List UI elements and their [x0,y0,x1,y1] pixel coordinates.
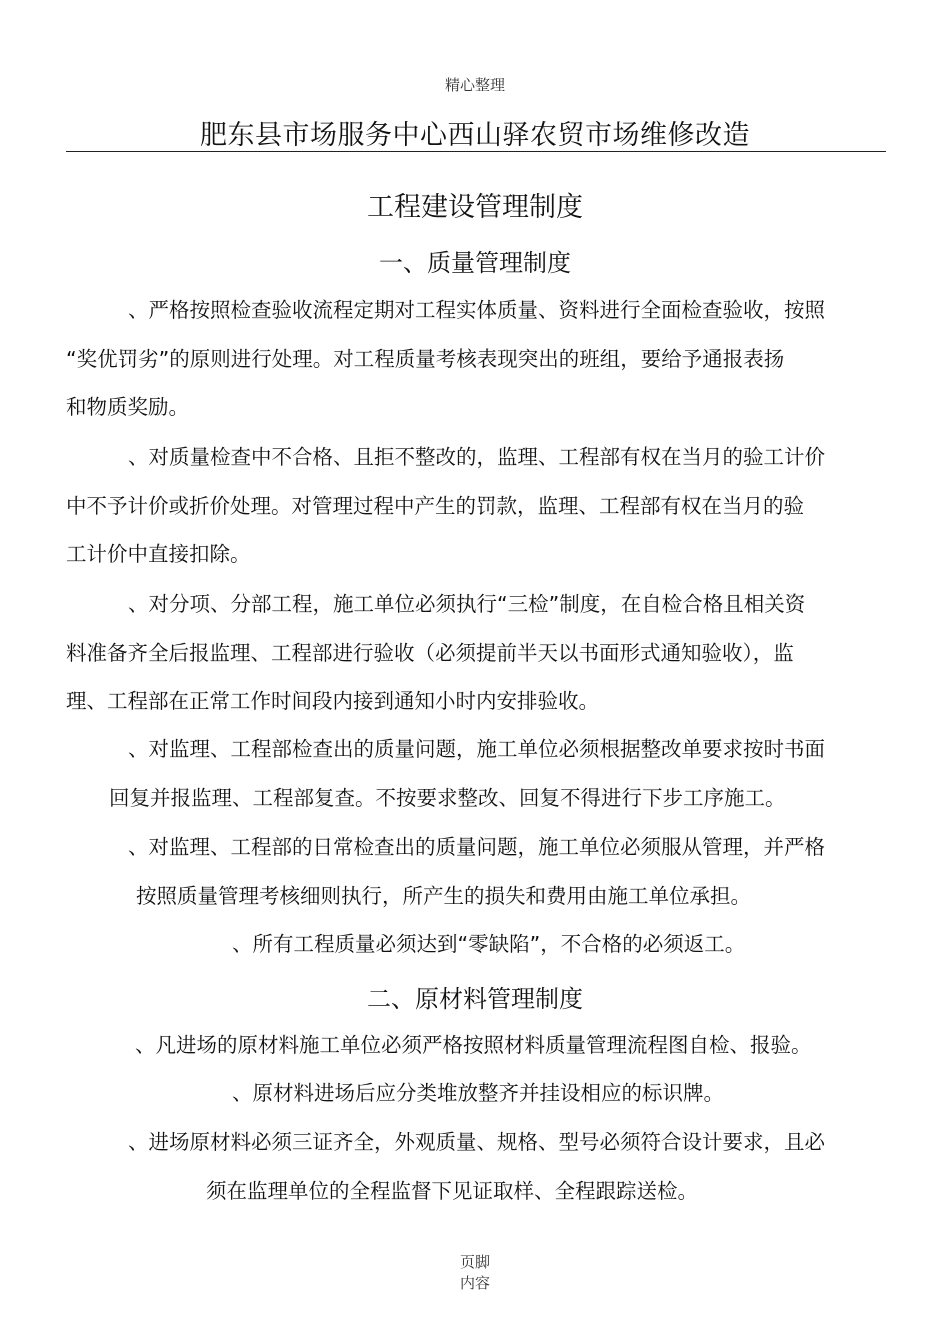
main-heading: 工程建设管理制度 [367,192,583,223]
paragraph-line: “奖优罚劣”的原则进行处理。对工程质量考核表现突出的班组，要给予通报表扬 [66,346,785,371]
paragraph-line: 须在监理单位的全程监督下见证取样、全程跟踪送检。 [206,1178,698,1203]
paragraph [128,1118,825,1215]
paragraph [128,823,825,920]
paragraph-line: 、严格按照检查验收流程定期对工程实体质量、资料进行全面检查验收，按照 [128,298,825,322]
paragraph-line: 回复并报监理、工程部复查。不按要求整改、回复不得进行下步工序施工。 [109,785,786,810]
paragraph-line: 、原材料进场后应分类堆放整齐并挂设相应的标识牌。 [232,1081,724,1105]
paragraph-line: 中不予计价或折价处理。对管理过程中产生的罚款，监理、工程部有权在当月的验 [66,493,804,518]
page-footer [0,1252,950,1294]
paragraph [135,1021,812,1070]
paragraph [66,433,825,579]
paragraph [66,580,805,726]
paragraph [109,725,825,822]
paragraph [66,286,825,432]
paragraph-line: 、凡进场的原材料施工单位必须严格按照材料质量管理流程图自检、报验。 [135,1033,812,1057]
header-note: 精心整理 [444,76,505,94]
paragraph-line: 和物质奖励。 [66,395,189,419]
section-heading-materials: 二、原材料管理制度 [367,985,583,1013]
paragraph-line: 、进场原材料必须三证齐全，外观质量、规格、型号必须符合设计要求，且必 [128,1130,825,1154]
document-title: 肥东县市场服务中心西山驿农贸市场维修改造 [200,120,750,151]
paragraph-line: 按照质量管理考核细则执行，所产生的损失和费用由施工单位承担。 [136,883,751,908]
footer-line: 内容 [459,1274,490,1292]
paragraph [232,920,745,969]
header-divider [66,151,886,152]
section-heading-quality: 一、质量管理制度 [379,249,571,277]
footer-line: 页脚 [459,1253,490,1271]
paragraph-line: 、对监理、工程部检查出的质量问题，施工单位必须根据整改单要求按时书面 [128,737,825,761]
paragraph-line: 料准备齐全后报监理、工程部进行验收（必须提前半天以书面形式通知验收），监 [66,640,794,665]
paragraph [232,1069,724,1118]
paragraph-line: 理、工程部在正常工作时间段内接到通知小时内安排验收。 [66,689,599,713]
paragraph-line: 工计价中直接扣除。 [66,542,251,566]
paragraph-line: 、对质量检查中不合格、且拒不整改的，监理、工程部有权在当月的验工计价 [128,445,825,469]
paragraph-line: 、所有工程质量必须达到“零缺陷”，不合格的必须返工。 [232,932,746,956]
paragraph-line: 、对监理、工程部的日常检查出的质量问题，施工单位必须服从管理，并严格 [128,835,825,859]
paragraph-line: 、对分项、分部工程，施工单位必须执行“三检”制度，在自检合格且相关资 [128,592,806,616]
